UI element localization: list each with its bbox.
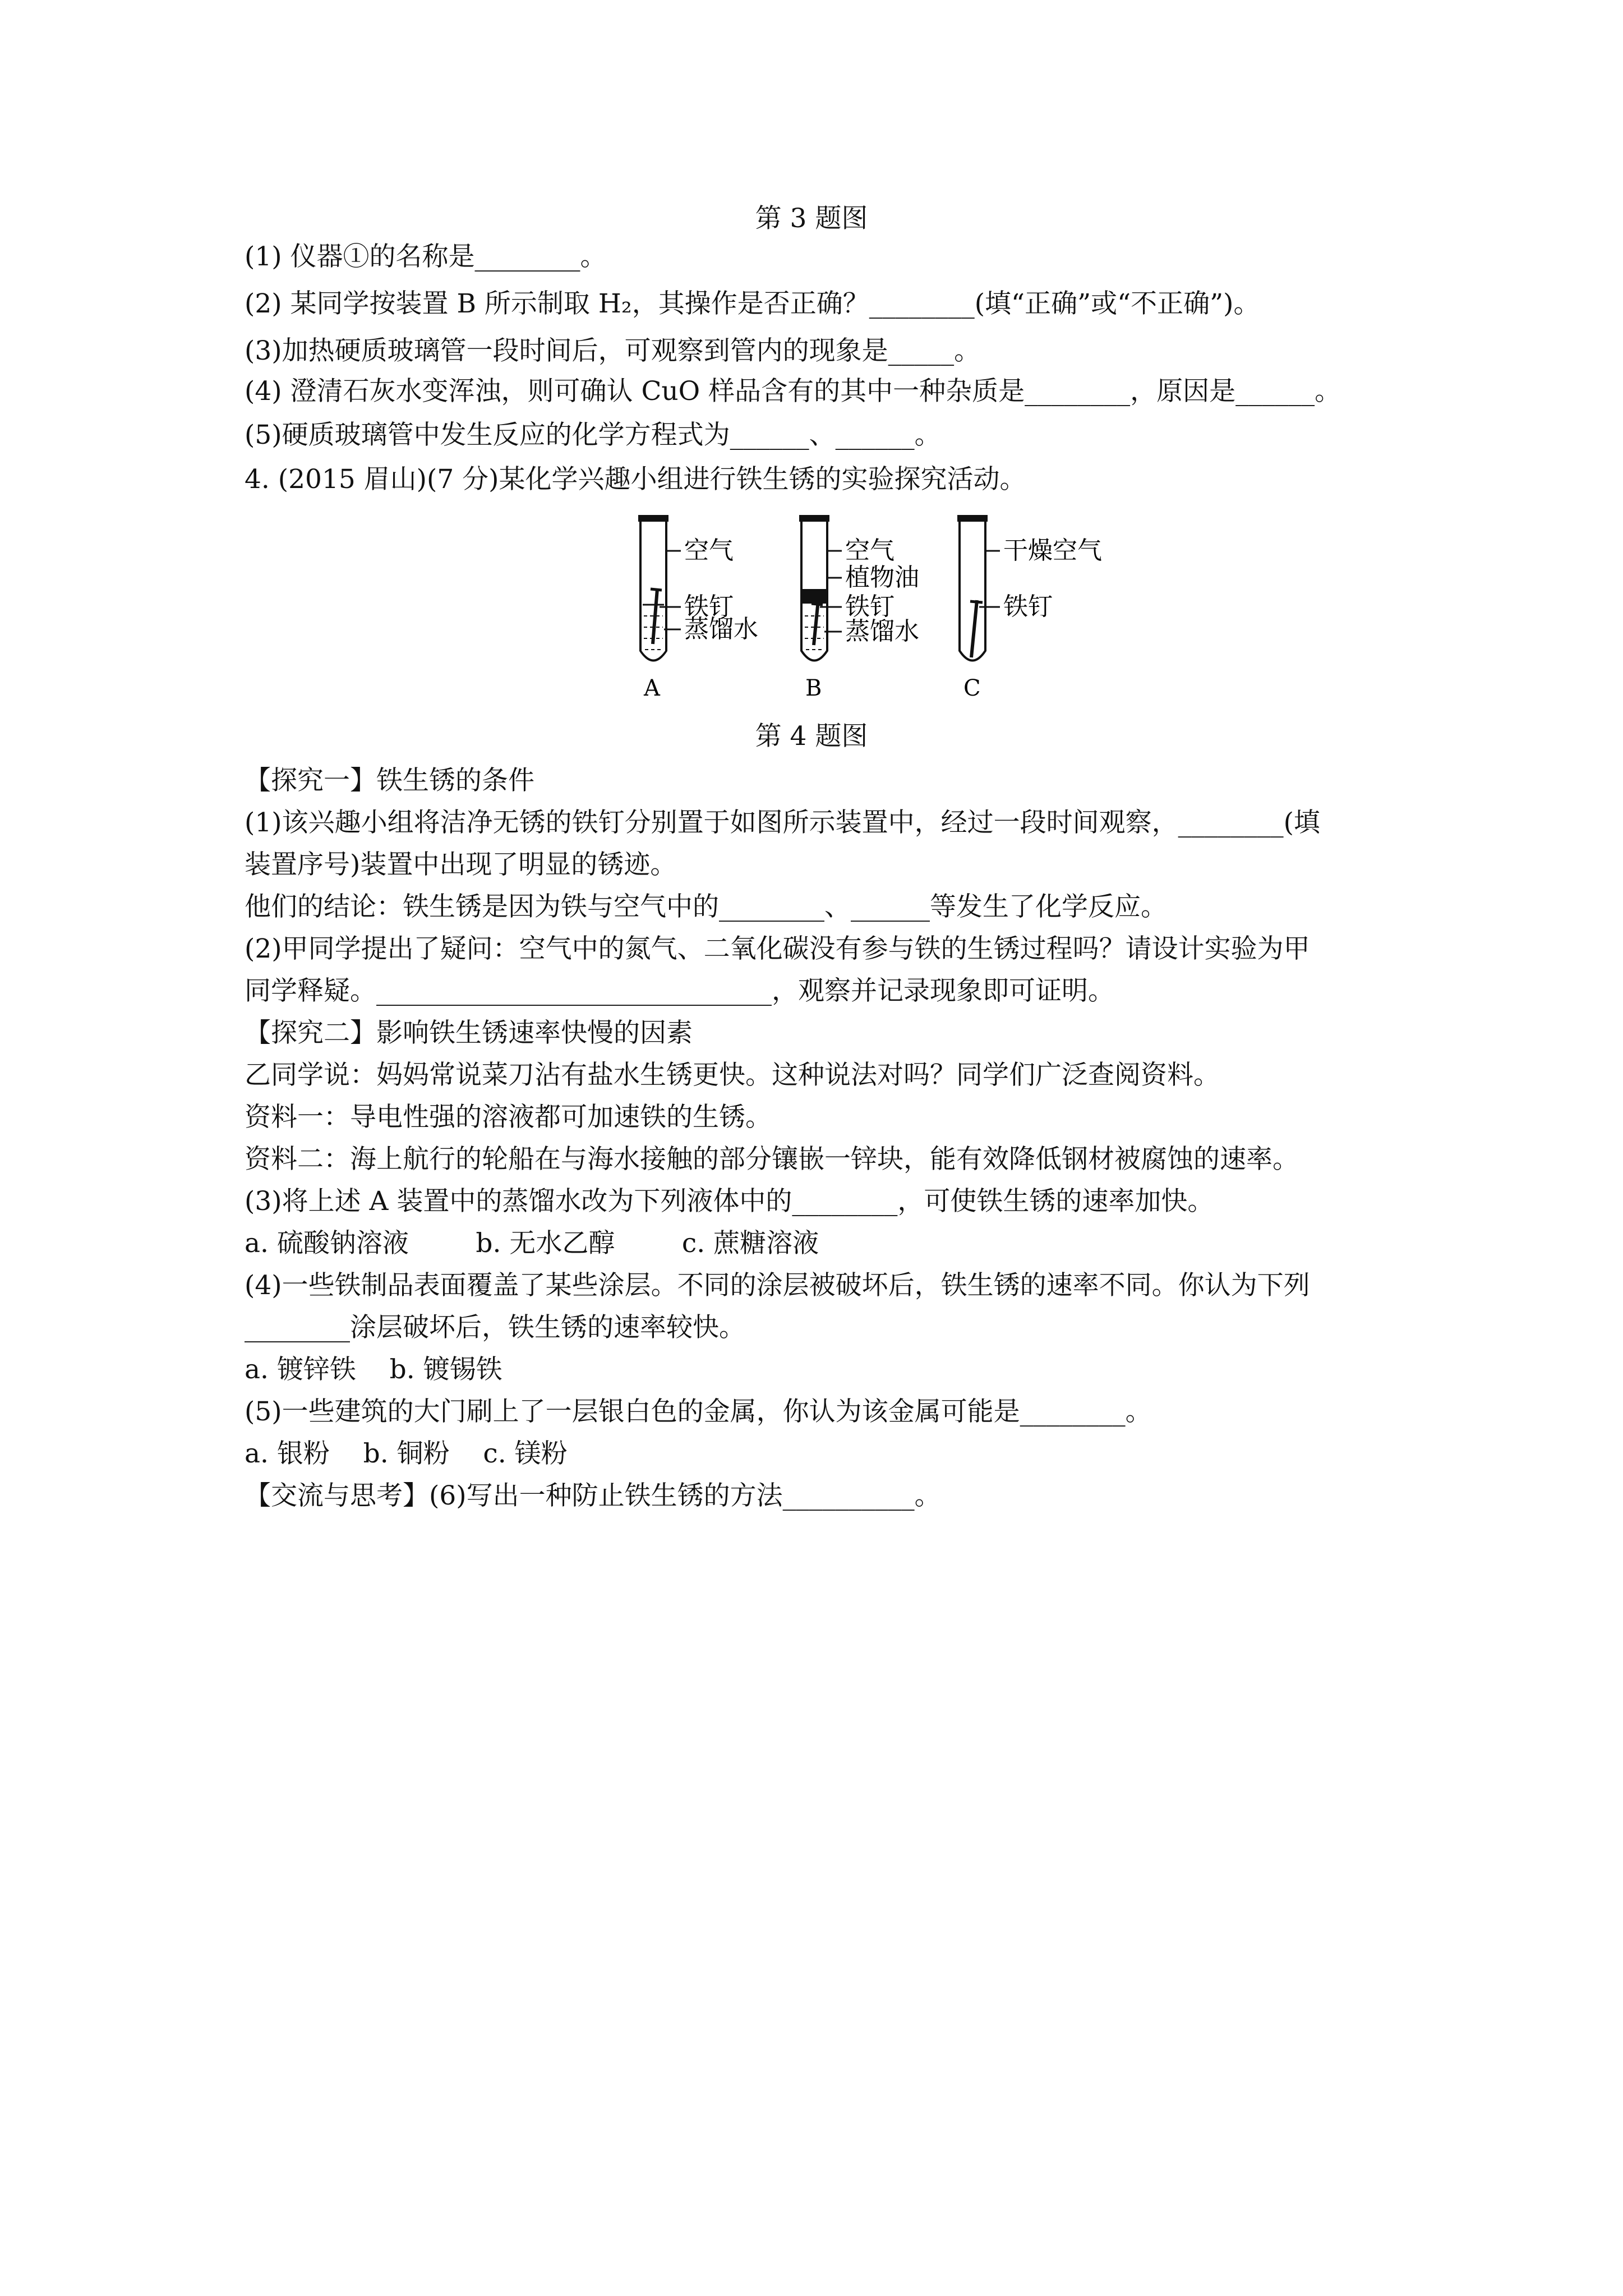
q4-line-8: 乙同学说：妈妈常说菜刀沾有盐水生锈更快。这种说法对吗？同学们广泛查阅资料。 <box>245 1060 1220 1091</box>
q4-line-16: (5)一些建筑的大门刷上了一层银白色的金属，你认为该金属可能是________。 <box>245 1396 1152 1427</box>
tube-c-label: C <box>963 675 981 701</box>
q3-item-1: (1) 仪器①的名称是________。 <box>245 241 607 272</box>
q3-item-2: (2) 某同学按装置 B 所示制取 H₂，其操作是否正确？________(填“正确”或“不正确”)。 <box>245 288 1260 319</box>
q4-line-1: 【探究一】铁生锈的条件 <box>245 765 534 796</box>
tube-b-label: B <box>805 675 822 701</box>
tube-a-note-water: 蒸馏水 <box>684 615 758 643</box>
q4-line-10: 资料二：海上航行的轮船在与海水接触的部分镶嵌一锌块，能有效降低钢材被腐蚀的速率。 <box>245 1144 1299 1175</box>
q3-item-3: (3)加热硬质玻璃管一段时间后，可观察到管内的现象是_____。 <box>245 335 981 366</box>
q4-line-7: 【探究二】影响铁生锈速率快慢的因素 <box>245 1018 693 1048</box>
q3-item-4: (4) 澄清石灰水变浑浊，则可确认 CuO 样品含有的其中一种杂质是________，原因是______。 <box>245 376 1341 407</box>
tube-b-note-air: 空气 <box>845 536 895 565</box>
tube-b-note-water: 蒸馏水 <box>845 617 919 646</box>
q4-line-11: (3)将上述 A 装置中的蒸馏水改为下列液体中的________，可使铁生锈的速率加快。 <box>245 1186 1214 1217</box>
q4-line-17: a. 银粉 b. 铜粉 c. 镁粉 <box>245 1438 568 1469</box>
q4-line-13: (4)一些铁制品表面覆盖了某些涂层。不同的涂层被破坏后，铁生锈的速率不同。你认为下列 <box>245 1270 1310 1301</box>
tube-c-note-dry-air: 干燥空气 <box>1003 536 1102 565</box>
q4-line-15: a. 镀锌铁 b. 镀锡铁 <box>245 1354 502 1385</box>
q4-line-2: (1)该兴趣小组将洁净无锈的铁钉分别置于如图所示装置中，经过一段时间观察，________(填 <box>245 807 1320 838</box>
rust-experiment-figure <box>623 510 1127 701</box>
q4-line-12: a. 硫酸钠溶液 b. 无水乙醇 c. 蔗糖溶液 <box>245 1228 819 1259</box>
q4-line-5: (2)甲同学提出了疑问：空气中的氮气、二氧化碳没有参与铁的生锈过程吗？请设计实验为甲 <box>245 933 1310 964</box>
test-tube-c <box>957 515 1102 701</box>
test-tube-b <box>799 515 919 701</box>
q3-item-5: (5)硬质玻璃管中发生反应的化学方程式为______、______。 <box>245 420 941 450</box>
q4-line-9: 资料一：导电性强的溶液都可加速铁的生锈。 <box>245 1102 772 1133</box>
q4-line-6: 同学释疑。______________________________，观察并记录现象即可证明。 <box>245 976 1114 1006</box>
tube-b-note-nail: 铁钉 <box>845 592 895 621</box>
q4-intro: 4. (2015 眉山)(7 分)某化学兴趣小组进行铁生锈的实验探究活动。 <box>245 464 1026 495</box>
tube-a-label: A <box>644 675 660 701</box>
q4-line-3: 装置序号)装置中出现了明显的锈迹。 <box>245 849 677 880</box>
figure-3-caption: 第 3 题图 <box>755 203 868 234</box>
tube-b-note-oil: 植物油 <box>845 563 919 592</box>
tube-a-note-air: 空气 <box>684 536 734 565</box>
q4-line-18: 【交流与思考】(6)写出一种防止铁生锈的方法__________。 <box>245 1480 941 1511</box>
q4-line-14: ________涂层破坏后，铁生锈的速率较快。 <box>245 1312 745 1343</box>
tube-c-note-nail: 铁钉 <box>1003 592 1053 621</box>
test-tube-a <box>638 515 758 701</box>
tube-a-note-nail: 铁钉 <box>684 592 734 621</box>
figure-4-caption: 第 4 题图 <box>755 721 868 752</box>
q4-line-4: 他们的结论：铁生锈是因为铁与空气中的________、______等发生了化学反应。 <box>245 891 1167 922</box>
